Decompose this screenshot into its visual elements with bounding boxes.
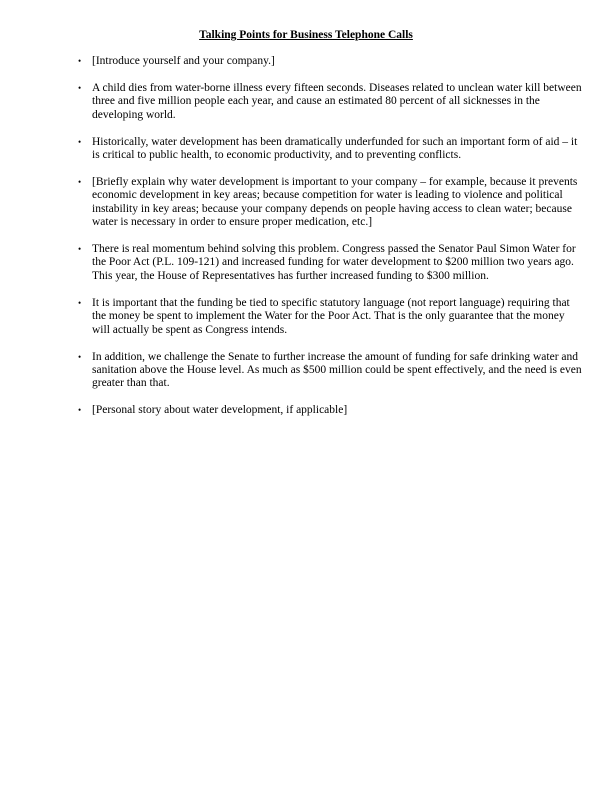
talking-point-1 [72,55,584,68]
talking-point-2 [72,82,584,122]
bullet-icon: • [78,136,82,147]
bullet-icon: • [78,82,82,93]
talking-point-text: In addition, we challenge the Senate to further increase the amount of funding for safe drinking water and sanitation above the House level. As much as $500 million could be spent effectively, and the need is even greater than that. [92,350,582,390]
talking-point-5 [72,243,584,283]
talking-point-text: [Personal story about water development, if applicable] [92,404,348,417]
talking-point-3 [72,136,584,163]
talking-point-text: It is important that the funding be tied to specific statutory language (not report language) requiring that the money be spent to implement the Water for the Poor Act. That is the only guarantee that the money will actually be spent as Congress intends. [92,296,570,336]
bullet-icon: • [78,176,82,187]
talking-point-4 [72,176,584,230]
bullet-icon: • [78,56,82,66]
bullet-icon: • [78,297,82,308]
talking-point-7 [72,351,584,391]
talking-point-6 [72,297,584,337]
talking-point-text: A child dies from water-borne illness every fifteen seconds. Diseases related to unclean water kill between three and five million people each year, and cause an estimated 80 percent of all sicknesses in the developing world. [92,81,582,121]
talking-point-text: [Introduce yourself and your company.] [92,55,275,67]
bullet-icon: • [78,405,82,416]
talking-point-text: [Briefly explain why water development is important to your company – for example, because it prevents economic development in key areas; because competition for water is leading to violence and political instability in key areas; because your company depends on people having access to clean water; because water is necessary in order to ensure proper medication, etc.] [92,175,578,229]
page-title: Talking Points for Business Telephone Calls [199,29,413,41]
talking-point-8 [72,404,584,417]
talking-point-text: Historically, water development has been dramatically underfunded for such an important form of aid – it is critical to public health, to economic productivity, and to preventing conflicts. [92,135,578,162]
bullet-icon: • [78,351,82,362]
bullet-icon: • [78,244,82,255]
talking-points-list [72,55,584,431]
talking-point-text: There is real momentum behind solving this problem. Congress passed the Senator Paul Simon Water for the Poor Act (P.L. 109-121) and increased funding for water development to $200 million two years ago. This year, the House of Representatives has further increased funding to $300 million. [92,243,576,282]
